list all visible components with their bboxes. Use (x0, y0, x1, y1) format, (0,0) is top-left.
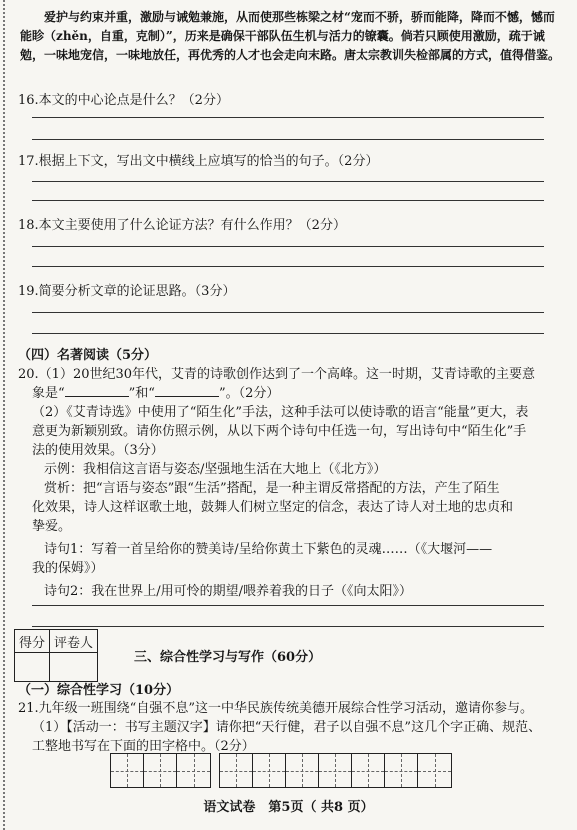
q20-2-line1: （2）《艾青诗选》中使用了“陌生化”手法，这种手法可以使诗歌的语言“能量”更大，表 (32, 405, 529, 420)
tianzige-cell[interactable] (319, 754, 352, 787)
blank-image-2[interactable] (155, 384, 219, 397)
answer-line[interactable] (32, 626, 544, 627)
tianzige-cell[interactable] (253, 754, 286, 787)
example: 示例：我相信这言语与姿态/坚强地生活在大地上（《北方》） (44, 462, 387, 477)
tianzige-cell[interactable] (418, 754, 451, 787)
answer-line[interactable] (32, 181, 544, 182)
grader-cell[interactable] (50, 653, 98, 682)
part-1-title: （一）综合性学习（10分） (18, 683, 180, 698)
score-label: 得分 (15, 630, 50, 653)
answer-line[interactable] (32, 246, 544, 247)
poem-1: 诗句1：写着一首呈给你的赞美诗/呈给你黄土下紫色的灵魂……（《大堰河—— (44, 542, 493, 557)
grader-label: 评卷人 (50, 630, 98, 653)
answer-line[interactable] (32, 139, 544, 140)
activity-1-line1: （1）【活动一：书写主题汉字】请你把“天行健，君子以自强不息”这几个字正确、规范、 (32, 720, 542, 735)
poem-2: 诗句2：我在世界上/用可怜的期望/喂养着我的日子（《向太阳》） (44, 584, 413, 599)
blank-image-1[interactable] (65, 384, 129, 397)
q20-1-text: ”。（2分） (218, 386, 280, 401)
question-21: 21.九年级一班围绕“自强不息”这一中华民族传统美德开展综合性学习活动，邀请你参与。 (18, 701, 533, 716)
answer-line[interactable] (32, 333, 544, 334)
section-3-title: 三、综合性学习与写作（60分） (134, 650, 322, 665)
tianzige-cell[interactable] (220, 754, 253, 787)
q20-2-line3: 法的使用效果。（3分） (32, 443, 164, 458)
tianzige-cell[interactable] (177, 754, 210, 787)
appreciation-line2: 化效果，诗人这样讴歌土地，鼓舞人们树立坚定的信念，表达了诗人对土地的忠贞和 (32, 500, 514, 515)
question-17: 17.根据上下文，写出文中横线上应填写的恰当的句子。（2分） (18, 154, 379, 169)
question-16: 16.本文的中心论点是什么？（2分） (18, 93, 229, 108)
answer-line[interactable] (32, 117, 544, 118)
question-19: 19.简要分析文章的论证思路。（3分） (18, 284, 236, 299)
appreciation-line3: 挚爱。 (32, 519, 72, 534)
section-4-title: （四）名著阅读（5分） (18, 348, 158, 363)
tianzige-cell[interactable] (385, 754, 418, 787)
tianzige-cell[interactable] (111, 754, 144, 787)
tianzige-grid-1 (110, 753, 211, 788)
answer-line[interactable] (32, 200, 544, 201)
score-box (14, 629, 98, 682)
poem-1-source: 我的保姆》） (32, 561, 104, 576)
page-footer: 语文试卷 第5页（ 共8 页） (203, 800, 374, 815)
activity-1-line2: 工整地书写在下面的田字格中。（2分） (32, 739, 255, 754)
tianzige-cell[interactable] (144, 754, 177, 787)
tianzige-cell[interactable] (352, 754, 385, 787)
question-18: 18.本文主要使用了什么论证方法？有什么作用？（2分） (18, 218, 346, 233)
q20-1-line1: 20.（1）20世纪30年代，艾青的诗歌创作达到了一个高峰。这一时期，艾青诗歌的主要意 (18, 367, 536, 382)
answer-line[interactable] (32, 605, 544, 606)
q20-1-text: ”和“ (128, 386, 155, 401)
answer-line[interactable] (32, 312, 544, 313)
q20-1-text: 象是“ (32, 386, 65, 401)
appreciation-line1: 赏析：把“言语与姿态”跟“生活”搭配，是一种主谓反常搭配的方法，产生了陌生 (44, 481, 500, 496)
binding-margin (3, 0, 5, 830)
q20-2-line2: 意更为新颖别致。请你仿照示例，从以下两个诗句中任选一句，写出诗句中“陌生化”手 (32, 424, 527, 439)
passage-tail: 爱护与约束并重，激励与诫勉兼施，从而使那些栋梁之材“宠而不骄，骄而能降，降而不憾，憾而能眕（zhěn，自重，克制）”，历来是确保干部队伍生机与活力的镣囊。倘若只顾使用激励，疏于诫勉，一味地宠信，一味地放任，再优秀的人才也会走向末路。唐太宗教训失检部属的方式，值得借鉴。 (20, 10, 561, 62)
tianzige-grid-2 (219, 753, 452, 788)
score-cell[interactable] (15, 653, 50, 682)
q20-1-line2 (32, 382, 279, 401)
tianzige-cell[interactable] (286, 754, 319, 787)
answer-line[interactable] (32, 266, 544, 267)
